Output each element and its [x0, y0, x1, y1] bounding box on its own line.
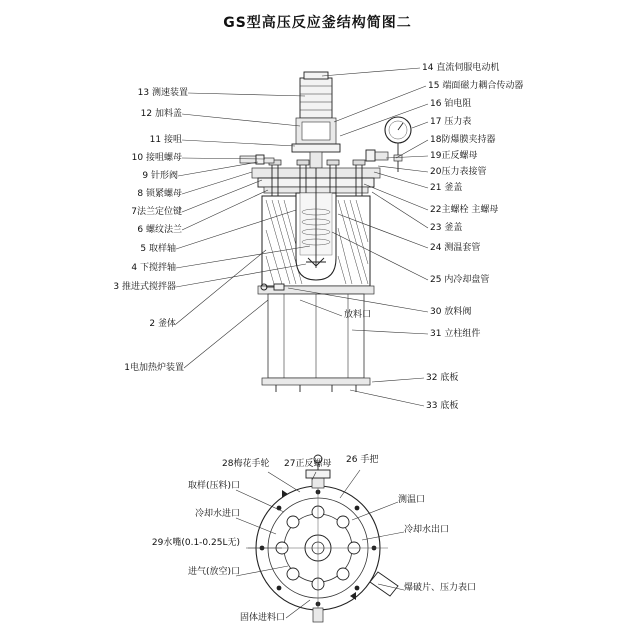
label-33: 33 底板 [426, 401, 459, 411]
label-32: 32 底板 [426, 373, 459, 383]
pressure-gauge [385, 117, 411, 172]
label-29-water-nozzle: 29水嘴(0.1-0.25L无) [151, 538, 240, 548]
label-31: 31 立柱组件 [430, 329, 481, 339]
label-rupture-disc-port: 爆破片、压力表口 [404, 583, 477, 593]
label-3: 3 推进式搅拌器 [113, 282, 176, 292]
label-23: 23 釜盖 [430, 223, 463, 233]
label-cooling-outlet: 冷却水出口 [404, 525, 450, 535]
label-30: 30 放料阀 [430, 307, 472, 317]
label-discharge-port: 放料口 [344, 310, 372, 320]
label-10: 10 接咀螺母 [131, 153, 182, 163]
label-7: 7法兰定位键 [131, 207, 182, 217]
label-9: 9 针形阀 [142, 171, 178, 181]
label-22: 22主螺栓 主螺母 [430, 205, 499, 215]
label-4: 4 下搅拌轴 [131, 263, 176, 273]
label-gas-inlet: 进气(放空)口 [187, 567, 240, 577]
top-view-flange [248, 455, 398, 622]
label-25: 25 内冷却盘管 [430, 275, 490, 285]
label-27: 27正反螺母 [284, 459, 332, 469]
label-5: 5 取样轴 [140, 244, 176, 254]
label-8: 8 锁紧螺母 [137, 189, 182, 199]
label-15: 15 端面磁力耦合传动器 [428, 81, 524, 91]
label-16: 16 铂电阻 [430, 99, 472, 109]
label-solid-feed-port: 固体进料口 [240, 613, 286, 623]
label-28: 28梅花手轮 [222, 459, 270, 469]
label-cooling-inlet: 冷却水进口 [194, 509, 240, 519]
label-14: 14 直流伺服电动机 [422, 63, 500, 73]
label-20: 20压力表接管 [430, 167, 487, 177]
label-19: 19正反螺母 [430, 151, 478, 161]
label-1: 1电加热炉装置 [124, 363, 184, 373]
label-6: 6 螺纹法兰 [137, 225, 182, 235]
page-title: GS型高压反应釜结构简图二 [223, 15, 412, 31]
label-temperature-port: 测温口 [398, 495, 426, 505]
label-12: 12 加料盖 [140, 109, 182, 119]
motor-assembly [292, 72, 340, 168]
label-26: 26 手把 [346, 455, 379, 465]
label-21: 21 釜盖 [430, 183, 463, 193]
label-2: 2 釜体 [149, 319, 176, 329]
support-frame [261, 284, 370, 392]
label-17: 17 压力表 [430, 117, 472, 127]
label-11: 11 接咀 [149, 135, 182, 145]
label-24: 24 测温套管 [430, 243, 481, 253]
label-18: 18防爆膜夹持器 [430, 135, 496, 145]
label-sampling-port: 取样(压料)口 [187, 481, 240, 491]
label-13: 13 测速装置 [137, 88, 188, 98]
